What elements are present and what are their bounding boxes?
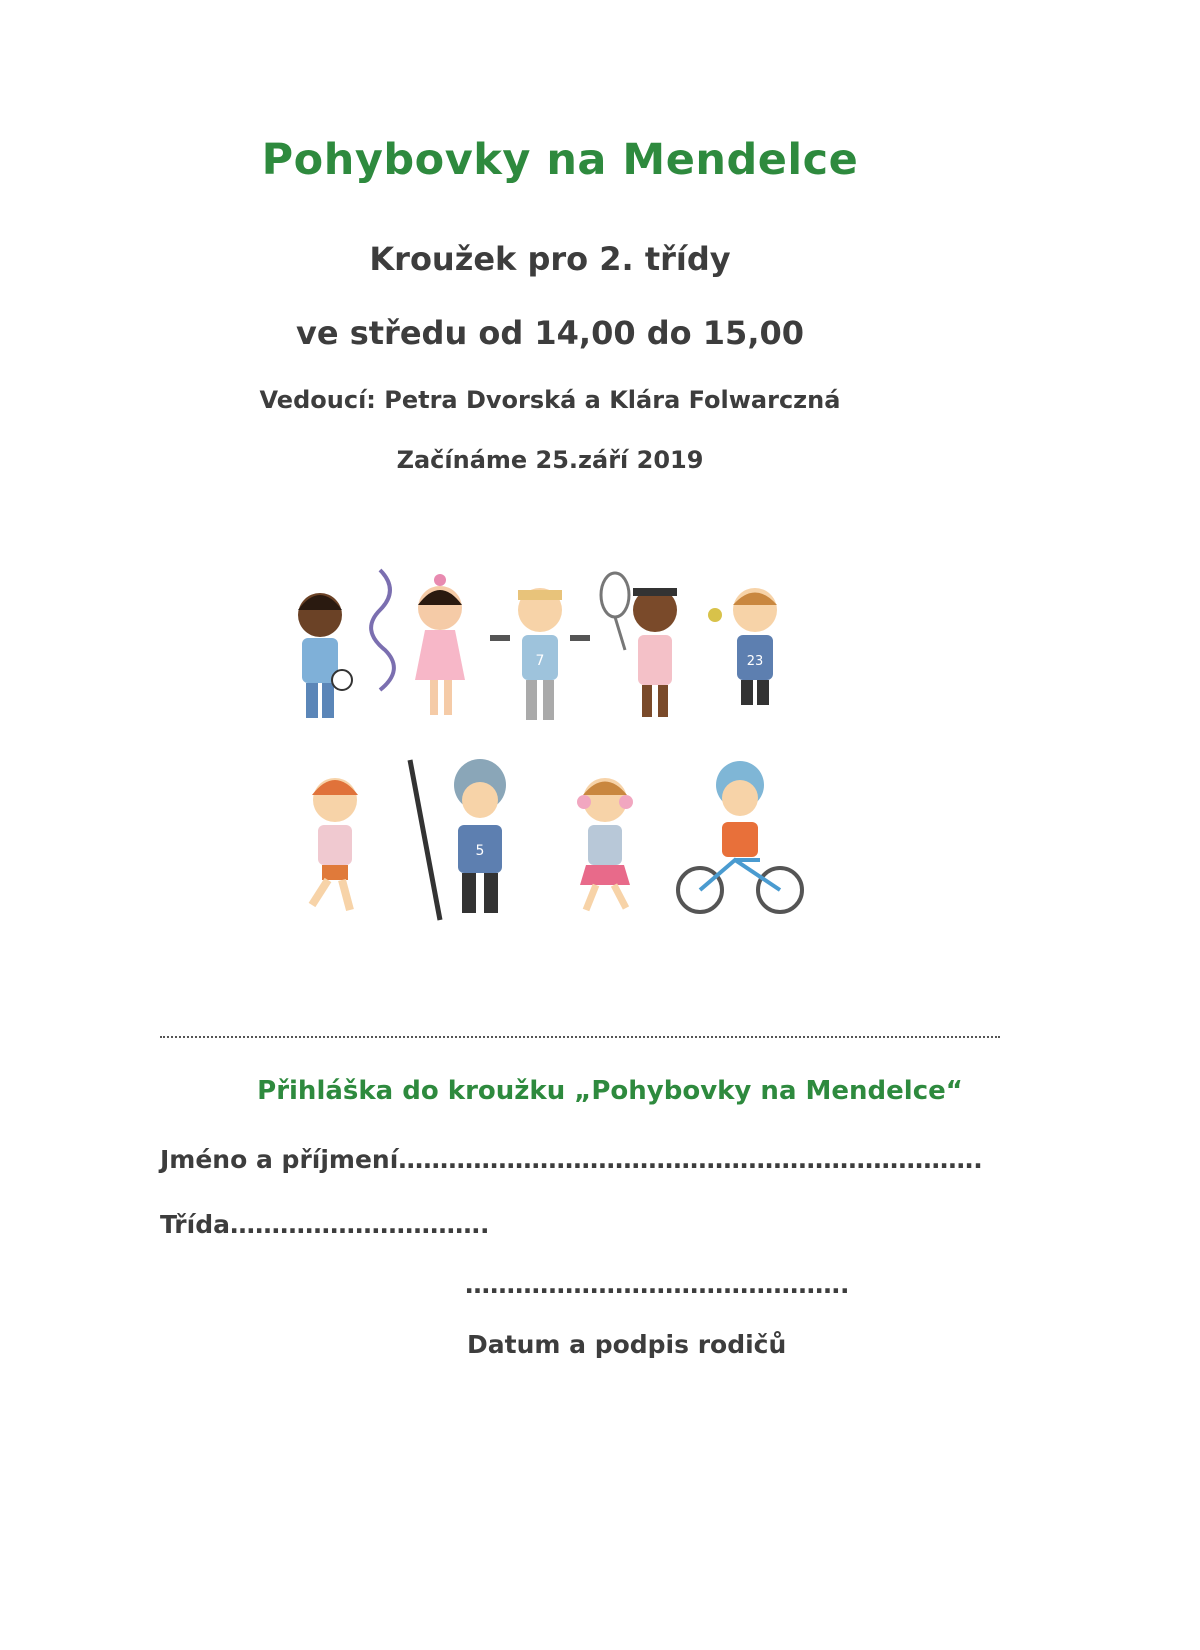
subtitle: Kroužek pro 2. třídy bbox=[369, 240, 731, 278]
kid-hockey-icon bbox=[410, 759, 506, 920]
kid-gymnast-icon bbox=[371, 570, 465, 715]
signature-line: ………………………………………. bbox=[465, 1270, 850, 1299]
page-title: Pohybovky na Mendelce bbox=[261, 135, 859, 185]
start-date: Začínáme 25.září 2019 bbox=[396, 446, 704, 474]
leaders-line: Vedoucí: Petra Dvorská a Klára Folwarczná bbox=[259, 386, 841, 414]
name-field-label: Jméno a příjmení……………………………………………………………. bbox=[160, 1145, 983, 1174]
application-form-title: Přihláška do kroužku „Pohybovky na Mendelce“ bbox=[257, 1076, 963, 1106]
jersey-number: 5 bbox=[475, 843, 485, 859]
schedule-time: ve středu od 14,00 do 15,00 bbox=[296, 314, 804, 352]
kid-tennis-icon bbox=[601, 573, 677, 717]
kid-runner-icon bbox=[312, 778, 358, 910]
jersey-number: 23 bbox=[746, 654, 764, 669]
kid-weightlifter-icon bbox=[490, 588, 590, 720]
kids-sports-illustration-icon bbox=[290, 560, 850, 960]
jersey-number: 7 bbox=[535, 653, 545, 669]
kid-cyclist-icon bbox=[678, 761, 802, 912]
signature-label: Datum a podpis rodičů bbox=[467, 1330, 787, 1359]
class-field-label: Třída…………………………. bbox=[160, 1210, 490, 1239]
kid-football-icon bbox=[298, 593, 352, 718]
kid-ball-player-icon bbox=[708, 588, 777, 705]
cut-line-divider bbox=[160, 1036, 1000, 1038]
kid-skater-icon bbox=[577, 778, 633, 910]
